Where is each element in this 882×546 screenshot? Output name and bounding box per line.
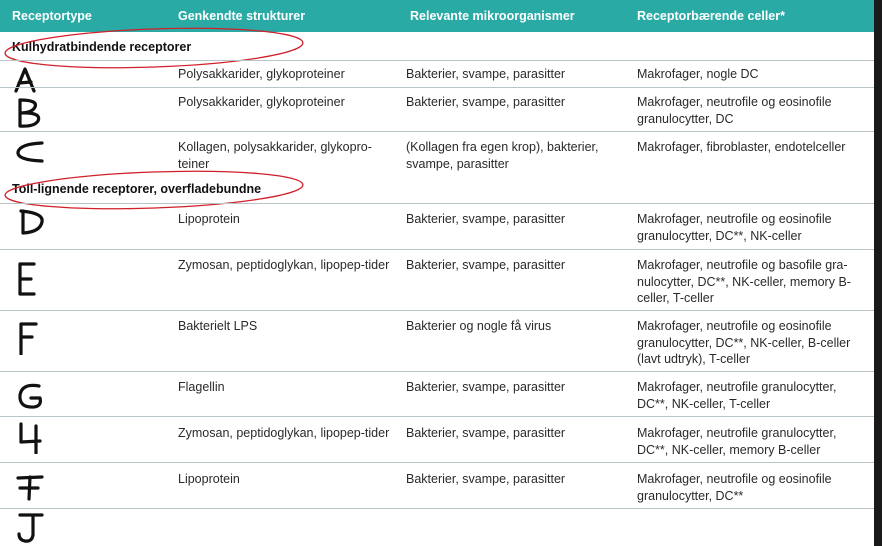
handwritten-mark xyxy=(12,96,52,130)
handwritten-mark xyxy=(12,321,52,355)
microbes-cell: Bakterier, svampe, parasitter xyxy=(406,67,566,81)
microbes-cell: Bakterier, svampe, parasitter xyxy=(406,95,566,109)
cells-cell: Makrofager, neutrofile granulocytter, DC**, NK-celler, memory B-celler xyxy=(637,426,837,457)
svg-text:B: B xyxy=(12,96,13,97)
header-receptortype: Receptortype xyxy=(12,9,92,23)
microbes-cell: Bakterier, svampe, parasitter xyxy=(406,472,566,486)
structures-cell: Flagellin xyxy=(178,380,225,394)
cells-cell: Makrofager, neutrofile og eosinofile granulocytter, DC xyxy=(637,95,832,126)
section-toll-like: Toll-lignende receptorer, overfladebundne xyxy=(12,182,262,196)
svg-text:4: 4 xyxy=(12,420,13,421)
structures-cell: Polysakkarider, glykoproteiner xyxy=(178,95,345,109)
cells-cell: Makrofager, fibroblaster, endotelceller xyxy=(637,140,846,154)
row-divider xyxy=(0,60,874,61)
svg-text:C: C xyxy=(12,136,13,137)
svg-text:A: A xyxy=(12,63,13,64)
structures-cell: Lipoprotein xyxy=(178,212,240,226)
row-divider xyxy=(0,249,874,250)
svg-text:D: D xyxy=(12,205,13,206)
right-border xyxy=(874,0,882,546)
cells-cell: Makrofager, neutrofile og eosinofile granulocytter, DC**, NK-celler, B-celler (lavt udtryk), T-celler xyxy=(637,319,851,366)
structures-cell: Kollagen, polysakkarider, glykopro-teiner xyxy=(178,140,372,171)
cells-cell: Makrofager, neutrofile og eosinofile granulocytter, DC**, NK-celler xyxy=(637,212,832,243)
row-divider xyxy=(0,203,874,204)
svg-text:J: J xyxy=(12,510,13,511)
svg-text:F: F xyxy=(12,469,13,470)
svg-text:G: G xyxy=(12,379,13,380)
svg-text:F: F xyxy=(12,321,13,322)
header-cells: Receptorbærende celler* xyxy=(637,9,785,23)
handwritten-mark xyxy=(12,379,52,413)
row-divider xyxy=(0,508,874,509)
microbes-cell: Bakterier, svampe, parasitter xyxy=(406,380,566,394)
handwritten-mark xyxy=(12,510,52,544)
microbes-cell: Bakterier, svampe, parasitter xyxy=(406,212,566,226)
microbes-cell: Bakterier og nogle få virus xyxy=(406,319,552,333)
section-carbohydrate: Kulhydratbindende receptorer xyxy=(12,40,192,54)
microbes-cell: Bakterier, svampe, parasitter xyxy=(406,426,566,440)
handwritten-mark xyxy=(12,205,52,239)
handwritten-mark xyxy=(12,469,52,503)
handwritten-mark xyxy=(12,63,52,97)
header-structures: Genkendte strukturer xyxy=(178,9,306,23)
handwritten-mark xyxy=(12,262,52,296)
row-divider xyxy=(0,416,874,417)
row-divider xyxy=(0,131,874,132)
handwritten-mark xyxy=(12,420,52,454)
structures-cell: Bakterielt LPS xyxy=(178,319,258,333)
row-divider xyxy=(0,371,874,372)
microbes-cell: (Kollagen fra egen krop), bakterier, svampe, parasitter xyxy=(406,140,599,171)
svg-text:E: E xyxy=(12,262,13,263)
cells-cell: Makrofager, neutrofile og basofile gra-nulocytter, DC**, NK-celler, memory B-celler, T-celler xyxy=(637,258,851,305)
cells-cell: Makrofager, neutrofile og eosinofile granulocytter, DC** xyxy=(637,472,832,503)
row-divider xyxy=(0,87,874,88)
microbes-cell: Bakterier, svampe, parasitter xyxy=(406,258,566,272)
handwritten-mark xyxy=(12,136,52,170)
header-microbes: Relevante mikroorganismer xyxy=(410,9,575,23)
structures-cell: Zymosan, peptidoglykan, lipopep-tider xyxy=(178,258,390,272)
row-divider xyxy=(0,462,874,463)
cells-cell: Makrofager, neutrofile granulocytter, DC**, NK-celler, T-celler xyxy=(637,380,837,411)
cells-cell: Makrofager, nogle DC xyxy=(637,67,759,81)
structures-cell: Polysakkarider, glykoproteiner xyxy=(178,67,345,81)
structures-cell: Lipoprotein xyxy=(178,472,240,486)
structures-cell: Zymosan, peptidoglykan, lipopep-tider xyxy=(178,426,390,440)
row-divider xyxy=(0,310,874,311)
